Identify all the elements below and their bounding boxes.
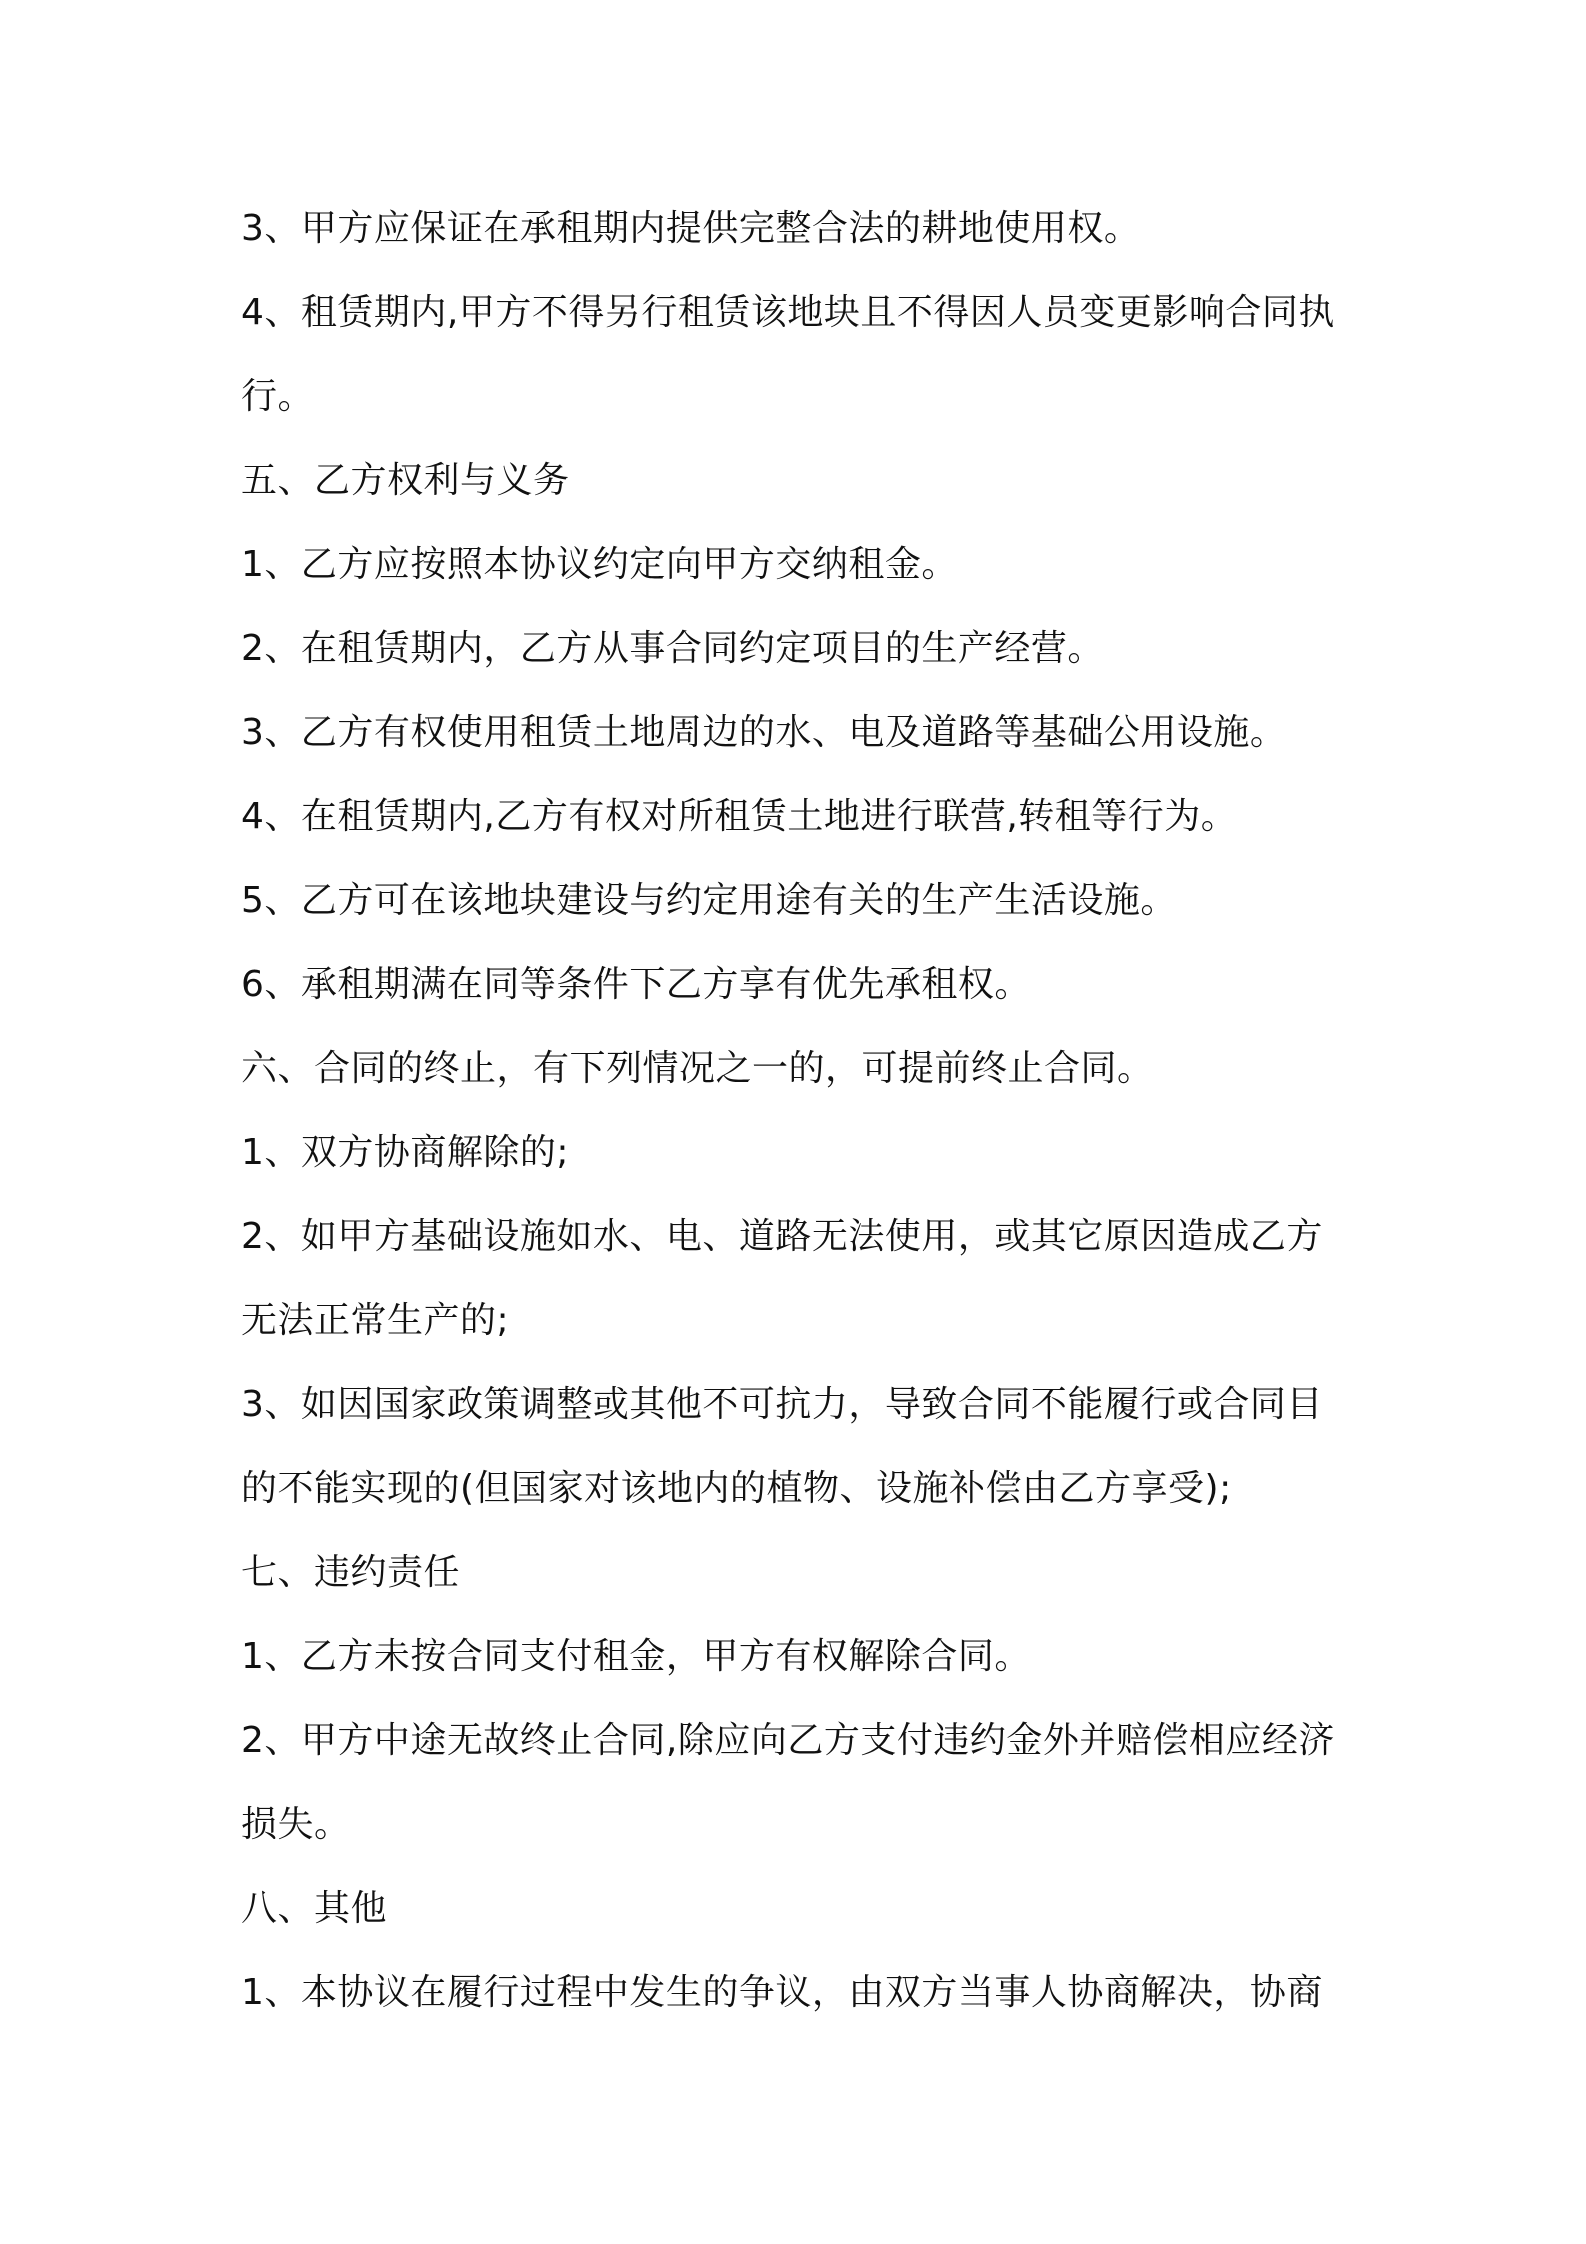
clause-a4-line-2: 行。: [241, 376, 315, 417]
section-heading-7: 七、违约责任: [241, 1552, 461, 1593]
clause-b4-line: 4、在租赁期内,乙方有权对所租赁土地进行联营,转租等行为。: [241, 796, 1238, 837]
section-heading-5: 五、乙方权利与义务: [241, 460, 570, 501]
contract-body: [241, 196, 1361, 2044]
clause-c2-line-2: 无法正常生产的;: [241, 1300, 510, 1341]
clause-e1-line: 1、本协议在履行过程中发生的争议，由双方当事人协商解决，协商: [241, 1972, 1323, 2013]
section-heading-6: 六、合同的终止，有下列情况之一的，可提前终止合同。: [241, 1048, 1154, 1089]
section-heading-8: 八、其他: [241, 1888, 388, 1929]
clause-c2-line-1: 2、如甲方基础设施如水、电、道路无法使用，或其它原因造成乙方: [241, 1216, 1323, 1257]
clause-a3-line: 3、甲方应保证在承租期内提供完整合法的耕地使用权。: [241, 208, 1141, 249]
clause-b3-line: 3、乙方有权使用租赁土地周边的水、电及道路等基础公用设施。: [241, 712, 1287, 753]
clause-d2-line-1: 2、甲方中途无故终止合同,除应向乙方支付违约金外并赔偿相应经济: [241, 1720, 1335, 1761]
clause-c3-line-1: 3、如因国家政策调整或其他不可抗力，导致合同不能履行或合同目: [241, 1384, 1323, 1425]
clause-b2-line: 2、在租赁期内，乙方从事合同约定项目的生产经营。: [241, 628, 1104, 669]
clause-c3-line-2: 的不能实现的(但国家对该地内的植物、设施补偿由乙方享受);: [241, 1468, 1232, 1509]
clause-b5-line: 5、乙方可在该地块建设与约定用途有关的生产生活设施。: [241, 880, 1177, 921]
clause-b6-line: 6、承租期满在同等条件下乙方享有优先承租权。: [241, 964, 1031, 1005]
clause-a4-line-1: 4、租赁期内,甲方不得另行租赁该地块且不得因人员变更影响合同执: [241, 292, 1335, 333]
clause-d2-line-2: 损失。: [241, 1804, 351, 1845]
clause-c1-line: 1、双方协商解除的;: [241, 1132, 570, 1173]
clause-b1-line: 1、乙方应按照本协议约定向甲方交纳租金。: [241, 544, 958, 585]
clause-d1-line: 1、乙方未按合同支付租金，甲方有权解除合同。: [241, 1636, 1031, 1677]
